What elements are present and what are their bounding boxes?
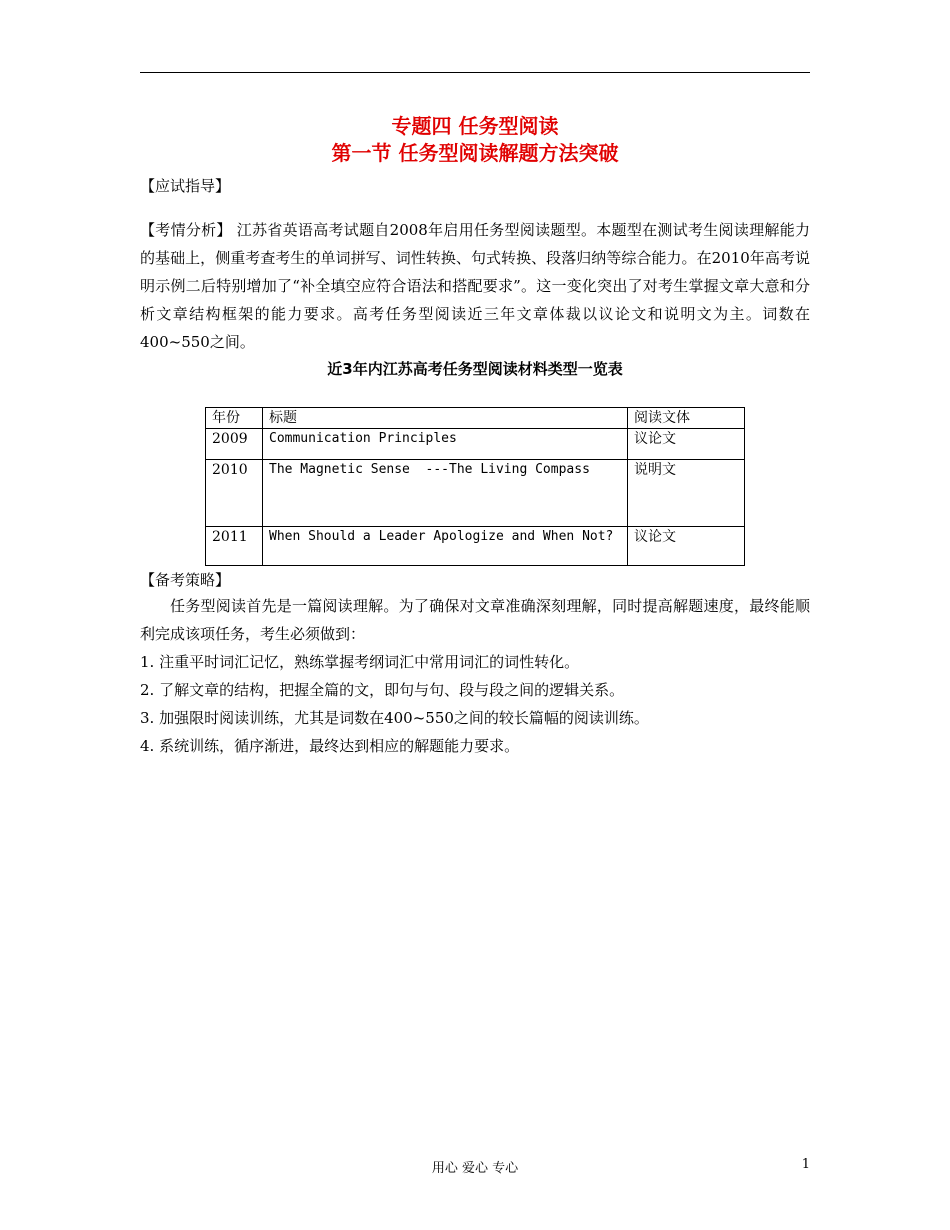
analysis-paragraph — [140, 216, 810, 356]
table-cell-title: Communication Principles — [263, 429, 628, 460]
materials-table — [205, 407, 745, 566]
list-item: 2. 了解文章的结构，把握全篇的文，即句与句、段与段之间的逻辑关系。 — [140, 681, 625, 699]
analysis-label: 【考情分析】 — [140, 221, 232, 239]
table-header-title: 标题 — [263, 408, 628, 429]
page-number: 1 — [801, 1157, 810, 1172]
strategy-heading: 【备考策略】 — [140, 571, 231, 589]
page-title: 专题四 任务型阅读 — [391, 114, 559, 138]
table-header-year: 年份 — [206, 408, 263, 429]
table-cell-year: 2011 — [206, 527, 263, 566]
table-title: 近3年内江苏高考任务型阅读材料类型一览表 — [327, 360, 623, 378]
table-cell-genre: 说明文 — [628, 460, 745, 527]
table-cell-year: 2009 — [206, 429, 263, 460]
strategy-list — [140, 648, 810, 760]
list-item: 3. 加强限时阅读训练，尤其是词数在400~550之间的较长篇幅的阅读训练。 — [140, 709, 649, 727]
section-title: 第一节 任务型阅读解题方法突破 — [331, 141, 619, 165]
table-cell-genre: 议论文 — [628, 527, 745, 566]
footer-slogan: 用心 爱心 专心 — [431, 1161, 519, 1176]
table-row — [206, 527, 745, 566]
strategy-intro: 任务型阅读首先是一篇阅读理解。为了确保对文章准确深刻理解，同时提高解题速度，最终能顺利完成该项任务，考生必须做到： — [140, 597, 810, 643]
table-cell-genre: 议论文 — [628, 429, 745, 460]
table-cell-title: The Magnetic Sense ---The Living Compass — [263, 460, 628, 527]
list-item: 4. 系统训练，循序渐进，最终达到相应的解题能力要求。 — [140, 737, 520, 755]
list-item: 1. 注重平时词汇记忆，熟练掌握考纲词汇中常用词汇的词性转化。 — [140, 653, 580, 671]
table-cell-year: 2010 — [206, 460, 263, 527]
table-header-genre: 阅读文体 — [628, 408, 745, 429]
analysis-text: 江苏省英语高考试题自2008年启用任务型阅读题型。本题型在测试考生阅读理解能力的基础上，侧重考查考生的单词拼写、词性转换、句式转换、段落归纳等综合能力。在2010年高考说明示例二后特别增加了“补全填空应符合语法和搭配要求”。这一变化突出了对考生掌握文章大意和分析文章结构框架的能力要求。高考任务型阅读近三年文章体裁以议论文和说明文为主。词数在400~550之间。 — [140, 221, 810, 351]
table-cell-title: When Should a Leader Apologize and When Not? — [263, 527, 628, 566]
table-row — [206, 460, 745, 527]
table-row — [206, 429, 745, 460]
table-header-row — [206, 408, 745, 429]
guide-heading: 【应试指导】 — [140, 177, 231, 195]
header-rule — [140, 72, 810, 73]
